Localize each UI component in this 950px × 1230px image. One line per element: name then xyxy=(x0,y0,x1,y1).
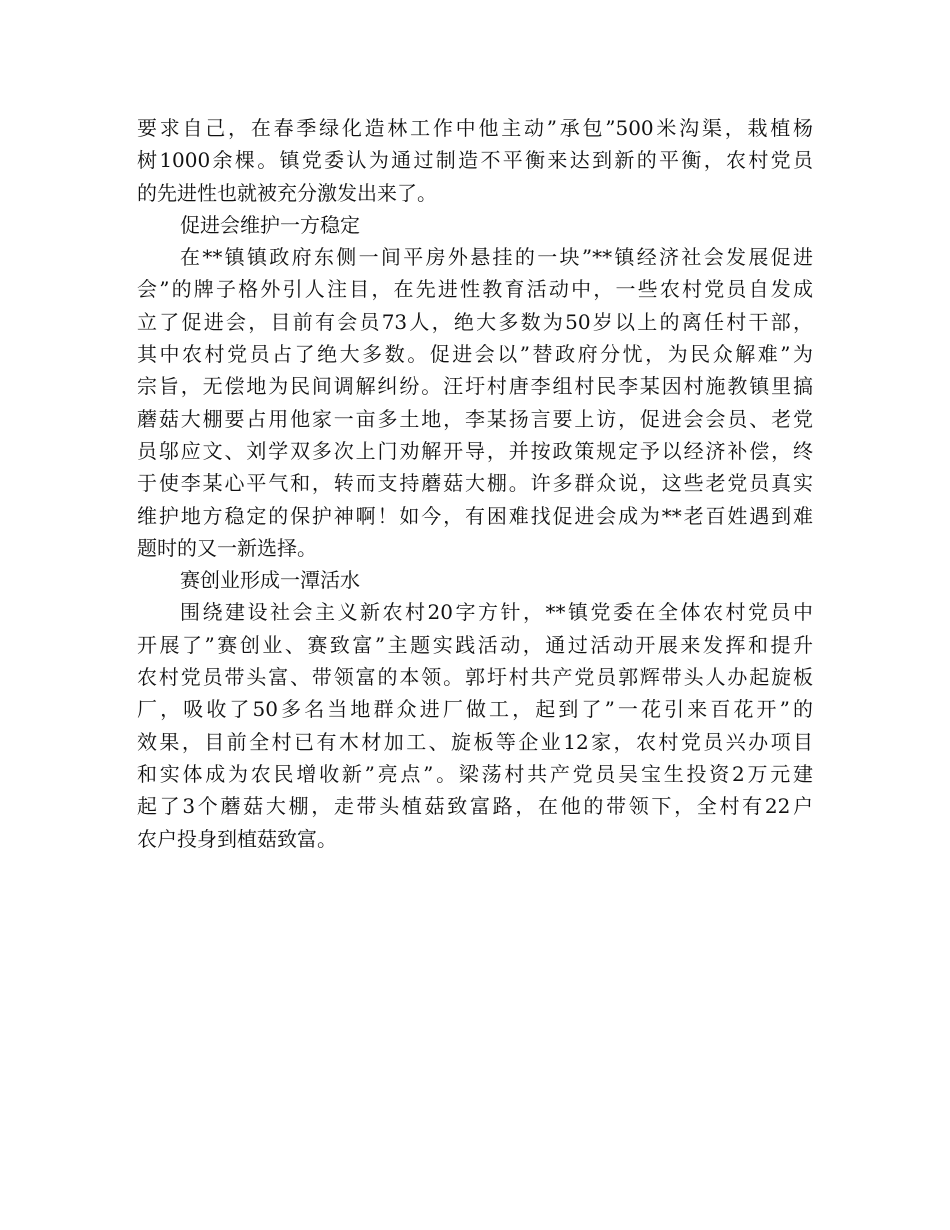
paragraph-line: 维护地方稳定的保护神啊！如今，有困难找促进会成为**老百姓遇到难 xyxy=(137,503,813,528)
paragraph-line: 宗旨，无偿地为民间调解纠纷。汪圩村唐李组村民李某因村施教镇里搞 xyxy=(137,374,813,399)
paragraph-line: 题时的又一新选择。 xyxy=(137,535,317,560)
paragraph-line: 农村党员带头富、带领富的本领。郭圩村共产党员郭辉带头人办起旋板 xyxy=(137,665,813,690)
document-body xyxy=(137,112,813,855)
paragraph-line: 的先进性也就被充分激发出来了。 xyxy=(137,180,437,205)
paragraph-line: 在**镇镇政府东侧一间平房外悬挂的一块”**镇经济社会发展促进 xyxy=(180,245,813,270)
paragraph-line: 效果，目前全村已有木材加工、旋板等企业12家，农村党员兴办项目 xyxy=(137,729,813,754)
paragraph-line: 其中农村党员占了绝大多数。促进会以”替政府分忧，为民众解难”为 xyxy=(137,342,813,367)
paragraph-line: 树1000余棵。镇党委认为通过制造不平衡来达到新的平衡，农村党员 xyxy=(137,148,813,173)
paragraph-line: 立了促进会，目前有会员73人，绝大多数为50岁以上的离任村干部， xyxy=(137,309,813,334)
paragraph-line: 农户投身到植菇致富。 xyxy=(137,826,337,851)
paragraph-line: 起了3个蘑菇大棚，走带头植菇致富路，在他的带领下，全村有22户 xyxy=(137,794,813,819)
paragraph-line: 会”的牌子格外引人注目，在先进性教育活动中，一些农村党员自发成 xyxy=(137,277,813,302)
paragraph-line: 蘑菇大棚要占用他家一亩多土地，李某扬言要上访，促进会会员、老党 xyxy=(137,406,813,431)
paragraph-line: 于使李某心平气和，转而支持蘑菇大棚。许多群众说，这些老党员真实 xyxy=(137,471,813,496)
paragraph-line: 和实体成为农民增收新”亮点”。梁荡村共产党员吴宝生投资2万元建 xyxy=(137,761,813,786)
paragraph-line: 厂，吸收了50多名当地群众进厂做工，起到了”一花引来百花开”的 xyxy=(137,697,813,722)
paragraph-line: 开展了”赛创业、赛致富”主题实践活动，通过活动开展来发挥和提升 xyxy=(137,632,813,657)
paragraph-line: 要求自己，在春季绿化造林工作中他主动”承包”500米沟渠，栽植杨 xyxy=(137,116,813,140)
paragraph-line: 围绕建设社会主义新农村20字方针，**镇党委在全体农村党员中 xyxy=(180,600,813,625)
section-heading: 赛创业形成一潭活水 xyxy=(180,568,360,593)
paragraph-line: 员邬应文、刘学双多次上门劝解开导，并按政策规定予以经济补偿，终 xyxy=(137,438,813,463)
section-heading: 促进会维护一方稳定 xyxy=(180,212,360,237)
